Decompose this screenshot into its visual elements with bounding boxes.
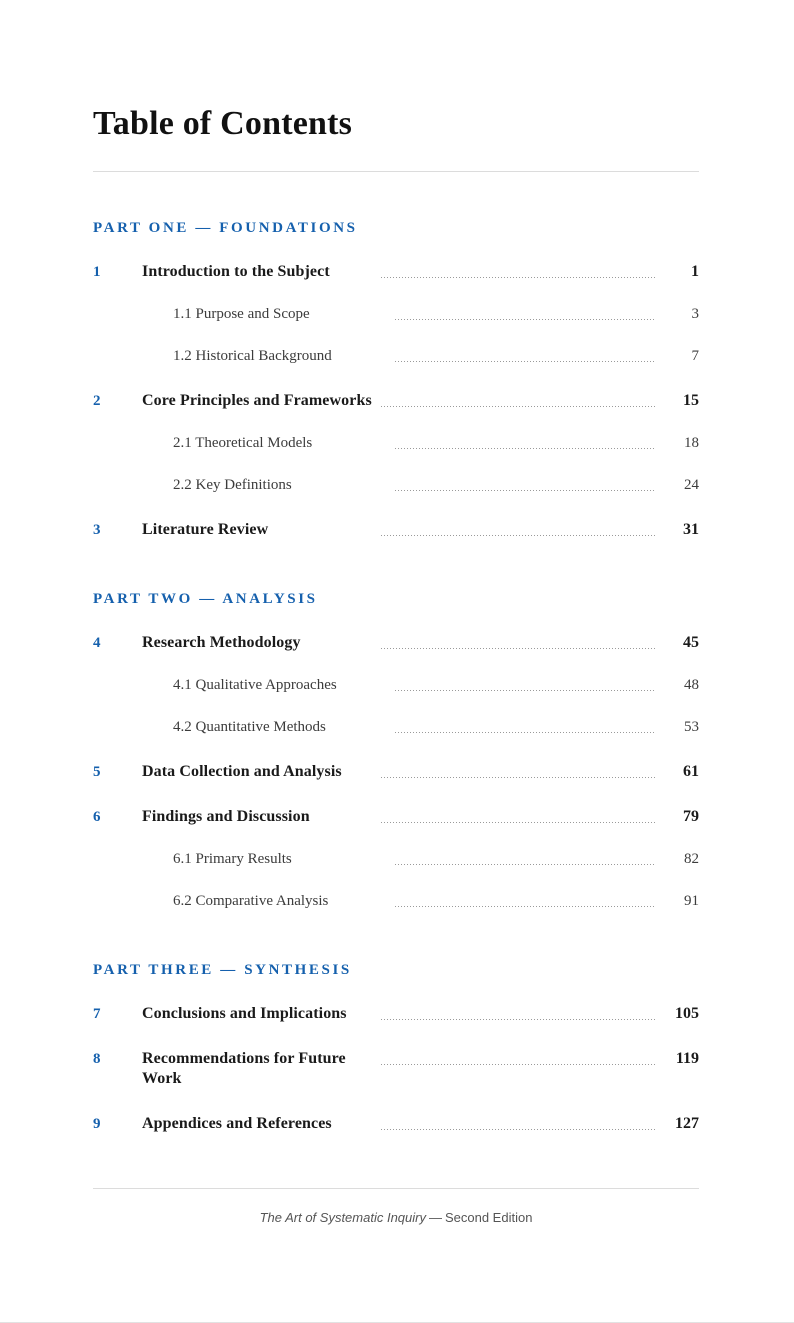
chapter-number: 6 — [93, 809, 101, 825]
page-number: 24 — [684, 477, 699, 493]
title-divider — [93, 171, 699, 172]
toc-section-row[interactable] — [93, 717, 699, 737]
page-number: 48 — [684, 677, 699, 693]
footer-separator: — — [428, 1210, 442, 1225]
page-number: 45 — [683, 634, 699, 651]
toc-chapter-row[interactable] — [93, 1114, 699, 1134]
toc-chapter-row[interactable] — [93, 262, 699, 282]
dot-leader — [380, 762, 655, 782]
page-number: 82 — [684, 851, 699, 867]
footer-text — [93, 1210, 699, 1226]
dot-leader — [380, 1004, 655, 1024]
toc-chapter-row[interactable] — [93, 633, 699, 653]
chapter-title[interactable]: Conclusions and Implications — [142, 1005, 347, 1022]
toc-part — [93, 219, 699, 540]
chapter-title[interactable]: Introduction to the Subject — [142, 263, 330, 280]
footer-book-title: The Art of Systematic Inquiry — [259, 1210, 426, 1225]
toc-part — [93, 590, 699, 911]
chapter-title[interactable]: Research Methodology — [142, 634, 301, 651]
toc-section-row[interactable] — [93, 675, 699, 695]
dot-leader — [394, 849, 655, 869]
page-number: 105 — [675, 1005, 699, 1022]
chapter-title[interactable]: Core Principles and Frameworks — [142, 392, 372, 409]
toc-section-row[interactable] — [93, 891, 699, 911]
page-title: Table of Contents — [93, 105, 353, 142]
dot-leader — [380, 1049, 655, 1069]
section-title[interactable]: 4.2 Quantitative Methods — [173, 719, 326, 735]
chapter-title[interactable]: Findings and Discussion — [142, 808, 310, 825]
section-title[interactable]: 6.2 Comparative Analysis — [173, 893, 329, 909]
section-title[interactable]: 2.1 Theoretical Models — [173, 435, 313, 451]
page-number: 18 — [684, 435, 699, 451]
page-footer — [93, 1188, 699, 1226]
dot-leader — [394, 675, 655, 695]
section-title[interactable]: 2.2 Key Definitions — [173, 477, 292, 493]
dot-leader — [394, 717, 655, 737]
toc-section-row[interactable] — [93, 346, 699, 366]
chapter-number: 4 — [93, 635, 101, 651]
toc-content — [93, 0, 699, 1134]
page-number: 53 — [684, 719, 699, 735]
page-number: 7 — [691, 348, 699, 364]
chapter-number: 1 — [93, 264, 101, 280]
chapter-title[interactable]: Data Collection and Analysis — [142, 763, 342, 780]
page-number: 15 — [683, 392, 699, 409]
dot-leader — [380, 807, 655, 827]
dot-leader — [394, 891, 655, 911]
toc-chapter-row[interactable] — [93, 1004, 699, 1024]
toc-chapter-row[interactable] — [93, 807, 699, 827]
dot-leader — [380, 262, 655, 282]
toc-section-row[interactable] — [93, 849, 699, 869]
section-title[interactable]: 1.2 Historical Background — [173, 348, 332, 364]
page-number: 3 — [691, 306, 699, 322]
part-heading: PART THREE — SYNTHESIS — [93, 962, 352, 978]
page-number: 79 — [683, 808, 699, 825]
chapter-title[interactable]: Literature Review — [142, 521, 269, 538]
page-number: 91 — [684, 893, 699, 909]
section-title[interactable]: 1.1 Purpose and Scope — [173, 306, 310, 322]
chapter-number: 5 — [93, 764, 101, 780]
toc-part — [93, 961, 699, 1134]
chapter-title[interactable]: Appendices and References — [142, 1115, 332, 1132]
part-heading: PART TWO — ANALYSIS — [93, 591, 318, 607]
chapter-title[interactable]: Recommendations for Future Work — [142, 1050, 346, 1087]
page-number: 61 — [683, 763, 699, 780]
toc-section-row[interactable] — [93, 475, 699, 495]
toc-chapter-row[interactable] — [93, 520, 699, 540]
part-heading: PART ONE — FOUNDATIONS — [93, 220, 358, 236]
chapter-number: 7 — [93, 1006, 101, 1022]
dot-leader — [394, 346, 655, 366]
dot-leader — [380, 391, 655, 411]
chapter-number: 8 — [93, 1051, 101, 1067]
footer-edition: Second Edition — [444, 1210, 533, 1225]
dot-leader — [380, 520, 655, 540]
chapter-number: 9 — [93, 1116, 101, 1132]
page-number: 119 — [675, 1050, 699, 1067]
page-number: 31 — [683, 521, 699, 538]
dot-leader — [380, 1114, 655, 1134]
dot-leader — [394, 304, 655, 324]
toc-parts-container — [93, 219, 699, 1134]
page-number: 1 — [691, 263, 699, 280]
page-number: 127 — [675, 1115, 699, 1132]
section-title[interactable]: 6.1 Primary Results — [173, 851, 292, 867]
chapter-number: 2 — [93, 393, 101, 409]
dot-leader — [394, 475, 655, 495]
footer-divider — [93, 1188, 699, 1189]
toc-chapter-row[interactable] — [93, 762, 699, 782]
chapter-number: 3 — [93, 522, 101, 538]
toc-chapter-row[interactable] — [93, 1049, 699, 1089]
dot-leader — [394, 433, 655, 453]
section-title[interactable]: 4.1 Qualitative Approaches — [173, 677, 337, 693]
toc-section-row[interactable] — [93, 433, 699, 453]
dot-leader — [380, 633, 655, 653]
toc-chapter-row[interactable] — [93, 391, 699, 411]
toc-section-row[interactable] — [93, 304, 699, 324]
